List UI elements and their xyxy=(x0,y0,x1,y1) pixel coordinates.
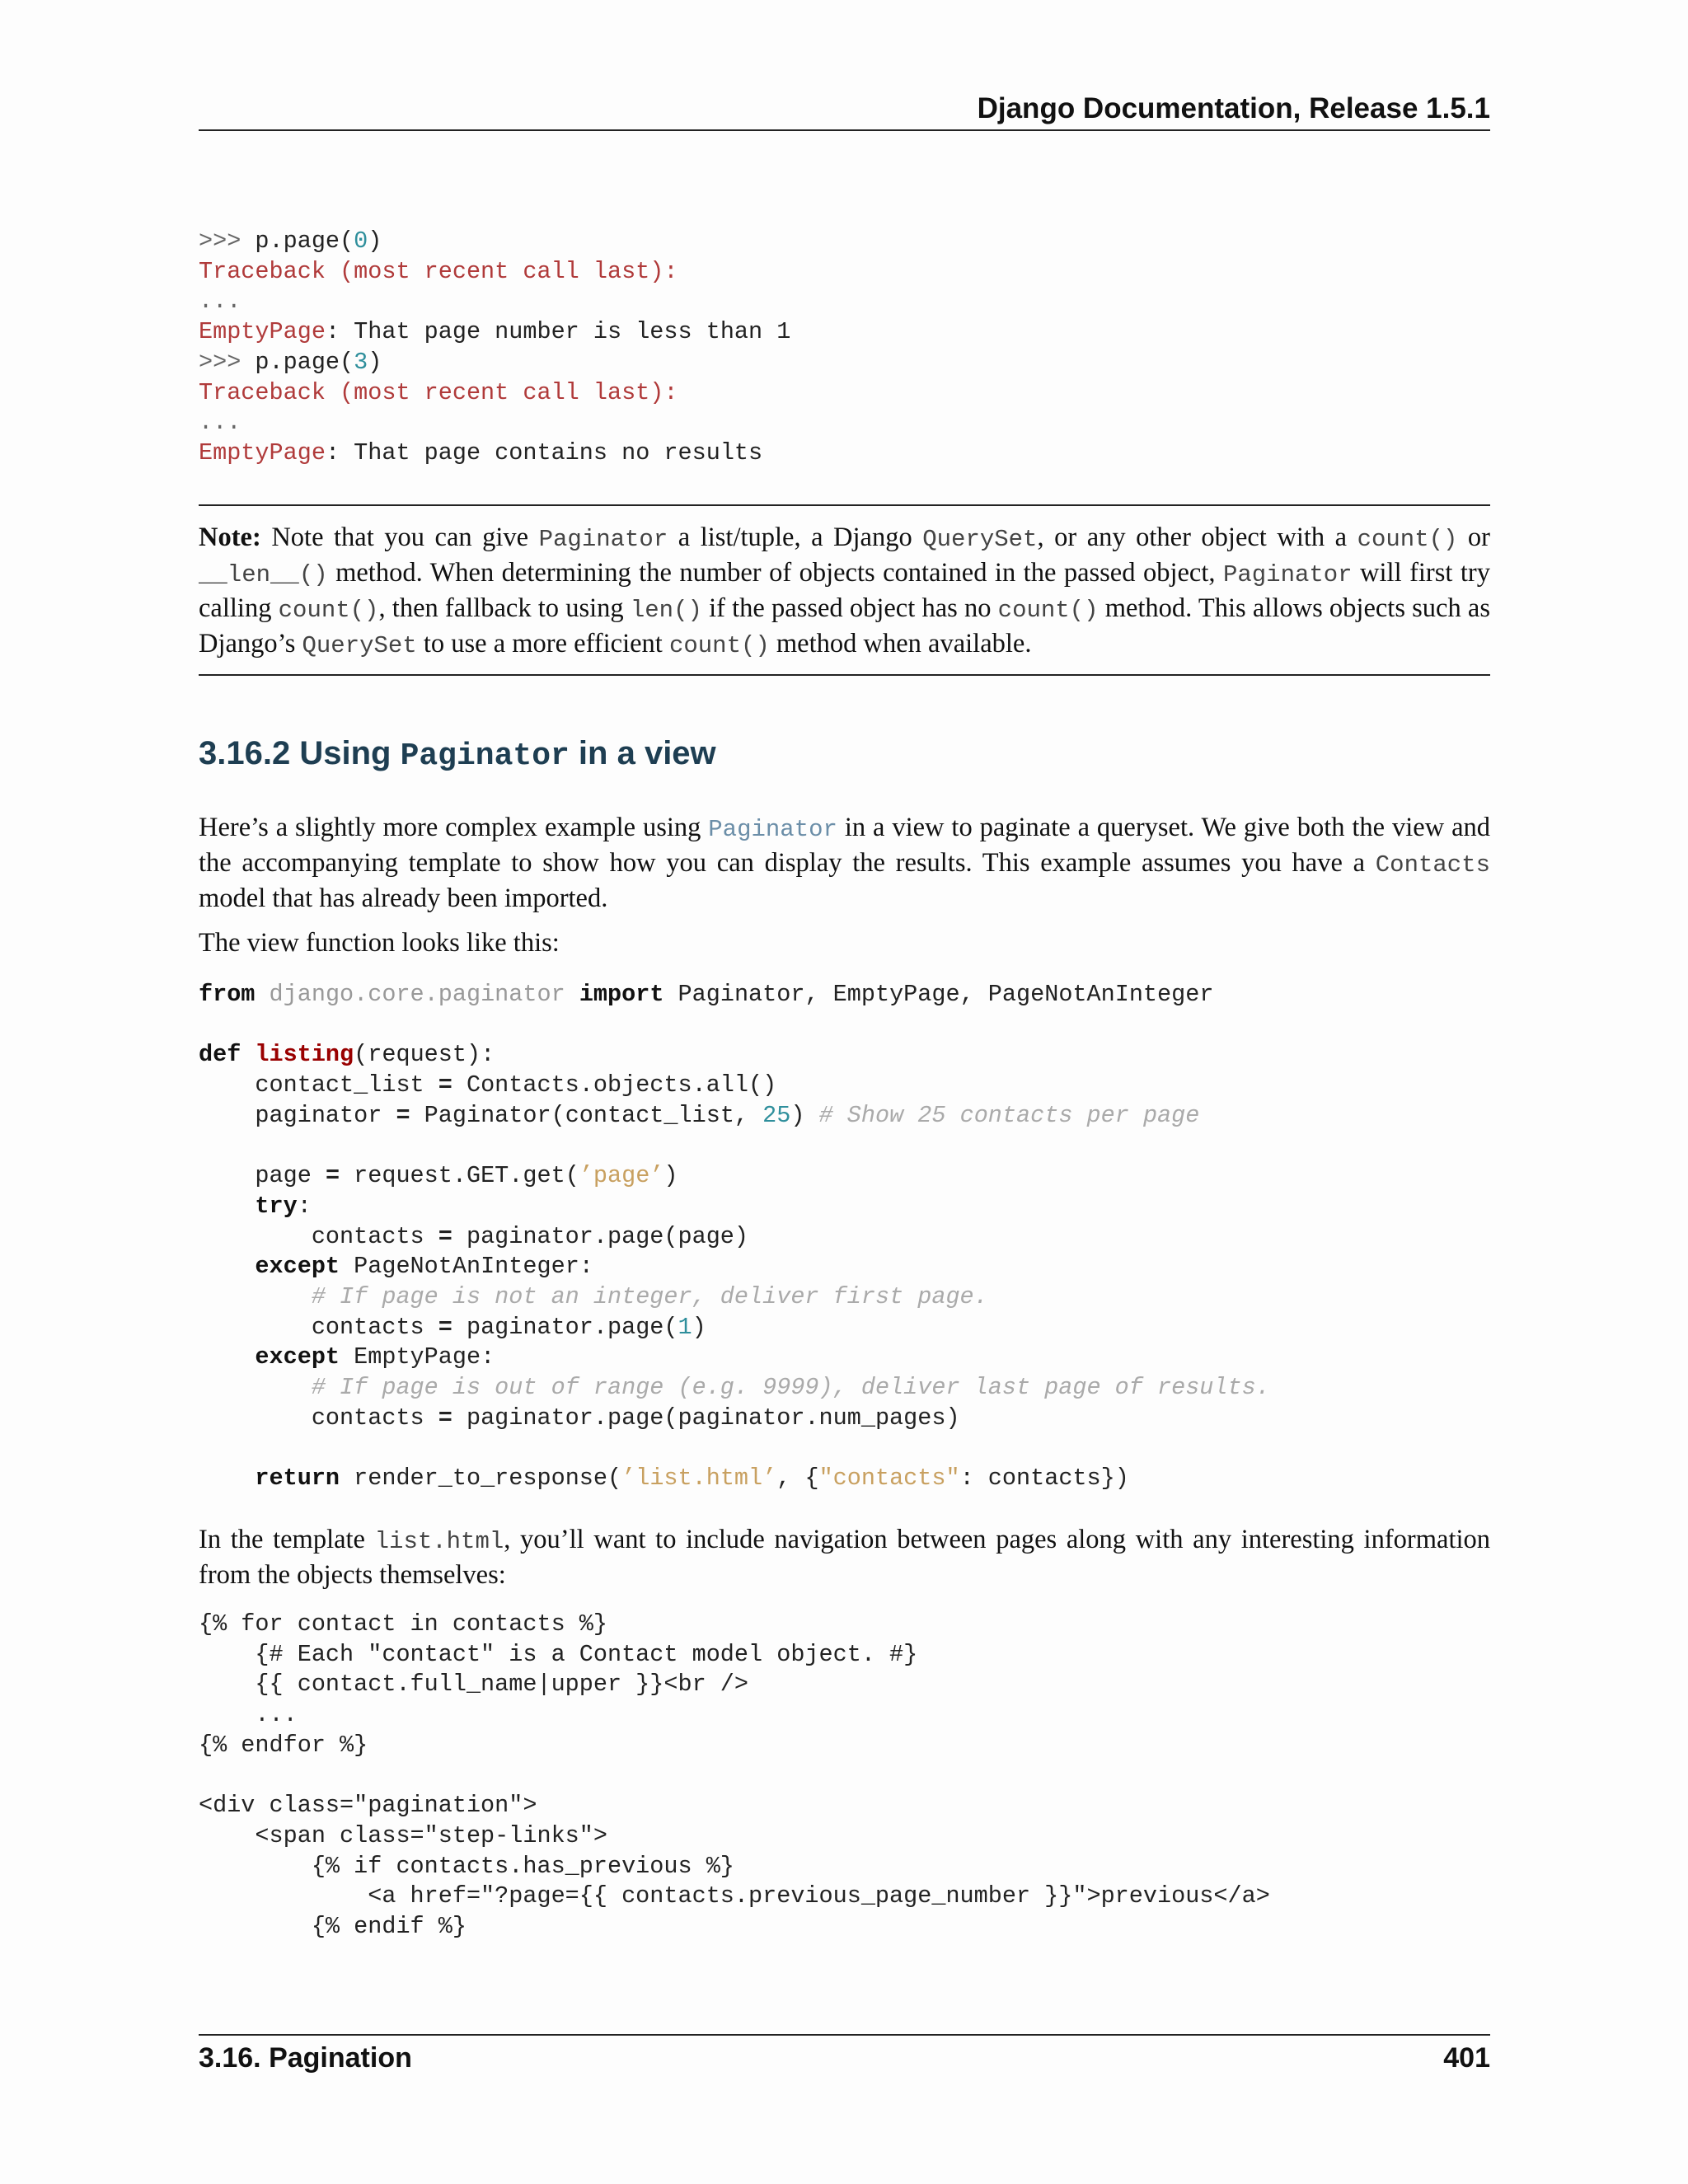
view-code-block xyxy=(199,980,1270,1494)
code-line: ... xyxy=(199,1701,298,1729)
header-rule xyxy=(199,129,1490,131)
section-heading: 3.16.2 Using Paginator in a view xyxy=(199,735,716,774)
code-line: # If page is not an integer, deliver first page. xyxy=(311,1283,988,1311)
code-line: try: xyxy=(255,1192,312,1220)
traceback-code-block xyxy=(199,227,790,469)
code-line: def listing(request): xyxy=(199,1041,495,1069)
code-line: # If page is out of range (e.g. 9999), deliver last page of results. xyxy=(311,1374,1270,1402)
code-line: {% if contacts.has_previous %} xyxy=(199,1852,734,1880)
running-header: Django Documentation, Release 1.5.1 xyxy=(977,92,1490,124)
footer-section: 3.16. Pagination xyxy=(199,2042,412,2074)
code-line: Traceback (most recent call last): xyxy=(199,378,678,406)
code-line: {# Each "contact" is a Contact model object. #} xyxy=(199,1640,918,1668)
page-number: 401 xyxy=(1443,2042,1490,2074)
code-line: <a href="?page={{ contacts.previous_page_number }}">previous</a> xyxy=(199,1882,1270,1910)
code-line: >>> p.page(0) xyxy=(199,227,382,255)
code-line: paginator = Paginator(contact_list, 25) # Show 25 contacts per page xyxy=(199,1101,1200,1129)
code-line: except PageNotAnInteger: xyxy=(255,1253,593,1281)
intro-paragraph: Here’s a slightly more complex example using Paginator in a view to paginate a queryset. We give both the view and the accompanying template to show how you can display the results. This example assumes you have a Contacts model that has already been imported. xyxy=(199,813,1490,913)
footer-rule xyxy=(199,2034,1490,2036)
template-intro-paragraph: In the template list.html, you’ll want to include navigation between pages along with any interesting information from the objects themselves: xyxy=(199,1525,1491,1590)
code-line: page = request.GET.get(’page’) xyxy=(199,1162,678,1190)
note-top-rule xyxy=(199,504,1490,506)
code-line: {{ contact.full_name|upper }}<br /> xyxy=(199,1671,749,1699)
code-line: return render_to_response(’list.html’, {"contacts": contacts}) xyxy=(255,1465,1129,1493)
code-line: contacts = paginator.page(paginator.num_pages) xyxy=(199,1404,960,1432)
code-line: contact_list = Contacts.objects.all() xyxy=(199,1071,777,1099)
note-box: Note: Note that you can give Paginator a list/tuple, a Django QuerySet, or any other object with a count() or __len__() method. When determining the number of objects contained in the passed object, Paginator will first try calling count(), then fallback to using len() if the passed object has no count() method. This allows objects such as Django’s QuerySet to use a more efficient count() method when available. xyxy=(199,523,1491,659)
note-label: Note: xyxy=(199,523,261,552)
note-bottom-rule xyxy=(199,674,1490,676)
template-code-block xyxy=(199,1610,1270,1943)
code-line: contacts = paginator.page(1) xyxy=(199,1313,706,1341)
view-intro-paragraph: The view function looks like this: xyxy=(199,928,560,958)
code-line: Traceback (most recent call last): xyxy=(199,257,678,285)
document-page xyxy=(199,0,1490,2184)
code-line: EmptyPage: That page contains no results xyxy=(199,438,763,466)
code-line: <div class="pagination"> xyxy=(199,1792,537,1820)
code-line: {% endfor %} xyxy=(199,1731,368,1759)
code-line: ... xyxy=(199,288,241,316)
code-line: {% for contact in contacts %} xyxy=(199,1610,607,1638)
code-line: from django.core.paginator import Paginator, EmptyPage, PageNotAnInteger xyxy=(199,981,1214,1008)
code-line: except EmptyPage: xyxy=(255,1343,495,1371)
code-line: ... xyxy=(199,409,241,437)
code-line: >>> p.page(3) xyxy=(199,348,382,376)
paginator-link[interactable]: Paginator xyxy=(708,816,837,843)
code-line: EmptyPage: That page number is less than 1 xyxy=(199,318,791,346)
code-line: {% endif %} xyxy=(199,1913,467,1941)
code-line: <span class="step-links"> xyxy=(199,1821,607,1849)
code-line: contacts = paginator.page(page) xyxy=(199,1222,749,1250)
